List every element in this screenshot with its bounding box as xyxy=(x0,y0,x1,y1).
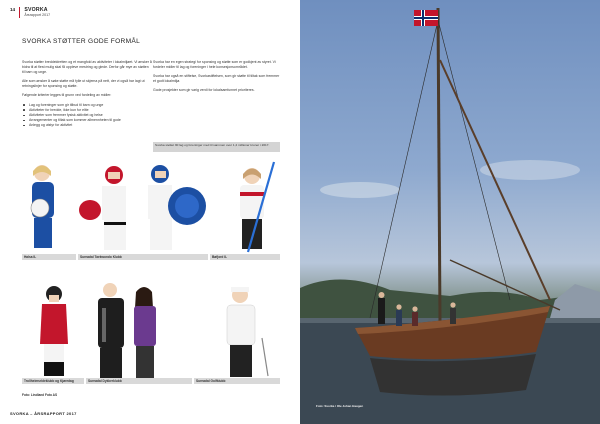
caption-halsa: Halsa IL xyxy=(22,254,76,260)
person-footballer xyxy=(31,165,54,248)
rigging-line xyxy=(438,20,510,300)
criteria-item: Lag og foreninger som gir tilbud til barn og unge xyxy=(22,103,152,108)
rigging-line xyxy=(370,20,438,318)
col1-paragraph-2: Alle som ønsker å søke støtte må fylle ut skjema på nett, der vi også har lagt ut retningslinjer for sponsing og støtte. xyxy=(22,79,145,89)
photo-credit-left: Foto: Lindland Foto AS xyxy=(22,393,58,397)
header-brand: SVORKA xyxy=(24,7,48,13)
sailboat-photo-illustration xyxy=(300,0,600,424)
person-rider xyxy=(40,286,68,376)
photo-row-2 xyxy=(22,278,280,382)
club-members-photo-illustration xyxy=(22,278,280,382)
person-woman-purple xyxy=(134,287,156,378)
header-text xyxy=(24,7,50,18)
norwegian-flag xyxy=(414,10,438,26)
col2-paragraph-2: Svorka har også en stiftelse, Svorkastiftelsen, som gir støtte til tiltak som fremmer et godt lokalmiljø. xyxy=(153,74,280,84)
col2-paragraph-3: Gode prosjekter som gir varig verdi for lokalsamfunnet prioriteres. xyxy=(153,88,255,93)
criteria-item: Arrangementer og tiltak som kommer allmennheten til gode xyxy=(22,118,152,123)
caption-golfklubb: Surnadal Golfklubb xyxy=(194,378,280,384)
caption-dykkerklubb: Surnadal Dykkerklubb xyxy=(86,378,192,384)
col2-paragraph-1: Svorka har en egen strategi for sponsing og støtte som er godkjent av styret. Vi fordeler midler til lag og foreninger i hele konsesjonsområdet. xyxy=(153,60,276,70)
criteria-item: Aktiviteter for bredde, ikke kun for elite xyxy=(22,108,152,113)
caption-bofjord: Bøfjord IL xyxy=(210,254,280,260)
person-floorball xyxy=(240,162,274,252)
highlight-callout: Svorka støttet 90 lag og foreninger med til sammen over 1,2 millioner kroner i 2017. xyxy=(153,142,280,152)
article-title: SVORKA STØTTER GODE FORMÅL xyxy=(22,38,141,45)
caption-rideklubb: Trollheimsrideklubb og Kjøredag xyxy=(22,378,84,384)
photo-row-1 xyxy=(22,160,280,264)
right-page-photo xyxy=(300,0,600,424)
person-diver xyxy=(98,283,124,378)
criteria-list xyxy=(22,103,152,128)
page-number: 14 xyxy=(10,7,16,12)
caption-taekwondo: Surnadal Taekwondo Klubb xyxy=(78,254,208,260)
person-golfer xyxy=(227,287,268,377)
criteria-item: Aktiviteter som fremmer fysisk aktivitet og helse xyxy=(22,113,152,118)
boat-mast xyxy=(438,8,440,322)
yard-arm xyxy=(440,60,550,300)
article-column-2 xyxy=(153,60,283,97)
page-footer: SVORKA – ÅRSRAPPORT 2017 xyxy=(10,411,77,416)
cloud xyxy=(480,160,580,180)
person-taekwondo-red xyxy=(79,166,126,250)
person-taekwondo-blue xyxy=(148,165,206,250)
article-column-1 xyxy=(22,60,152,132)
distant-mountain xyxy=(550,284,600,318)
photo-credit-right: Foto: Svorka / Ole Johan Haugen xyxy=(316,404,364,408)
col1-paragraph-1: Svorka støtter breddeidretten og et mangfold av aktiviteter i lokalmiljøet. Vi ønsker å bidra til at flest mulig skal få oppleve mestring og glede. Derfor går mye av støtten til barn og unge. xyxy=(22,60,152,75)
col1-paragraph-3: Følgende kriterier legges til grunn ved fordeling av midler: xyxy=(22,93,112,98)
criteria-item: Anlegg og utstyr for aktivitet xyxy=(22,123,152,128)
header-accent-bar xyxy=(19,7,20,18)
header-subtitle: Årsrapport 2017 xyxy=(24,13,51,17)
cloud xyxy=(320,182,400,198)
page-header xyxy=(10,7,50,18)
athletes-photo-illustration xyxy=(22,160,280,264)
